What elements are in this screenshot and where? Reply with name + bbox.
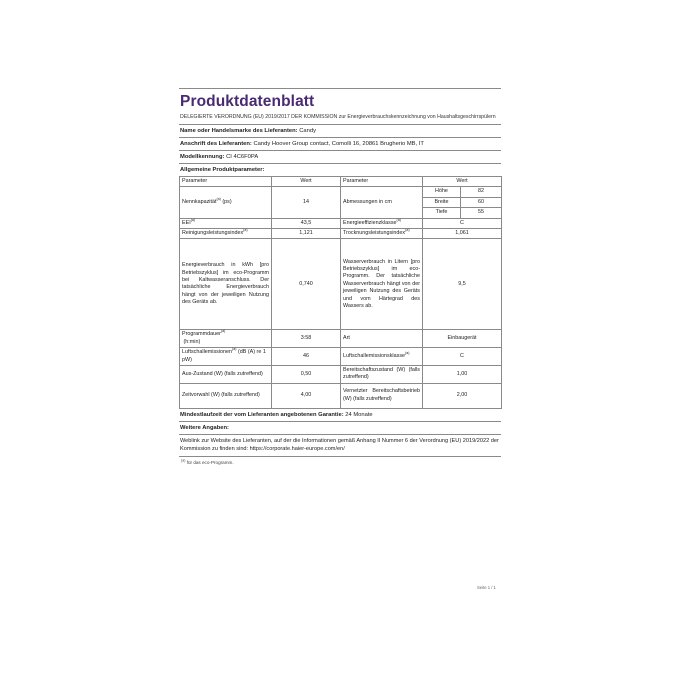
table-header-row xyxy=(180,177,502,187)
reinigung-label: Reinigungsleistungsindex xyxy=(182,230,244,237)
footnote-marker: (a) xyxy=(220,329,226,334)
footnote-marker: (a) xyxy=(405,228,410,233)
footnote-marker: (a) xyxy=(243,228,248,233)
table-row xyxy=(180,348,502,366)
table-row xyxy=(180,218,502,228)
guarantee-label: Mindestlaufzeit der vom Lieferanten angebotenen Garantie: xyxy=(180,411,344,418)
abmessungen-label: Abmessungen in cm xyxy=(341,187,423,218)
reinigung-cell xyxy=(180,229,272,239)
effizienzklasse-label: Energieeffizienzklasse xyxy=(343,219,397,226)
art-label: Art xyxy=(341,330,423,348)
header-wert: Wert xyxy=(272,177,341,187)
further-info-label: Weitere Angaben: xyxy=(180,424,229,431)
footnote xyxy=(181,460,501,465)
reinigung-value: 1,121 xyxy=(272,229,341,239)
aus-zustand-label: Aus-Zustand (W) (falls zutreffend) xyxy=(180,366,272,384)
luftschallklasse-label: Luftschallemissionsklasse xyxy=(343,352,406,359)
bereitschaft-label: Bereitschaftszustand (W) (falls zutreffend) xyxy=(341,366,423,384)
wasserverbrauch-value: 9,5 xyxy=(423,239,502,330)
header-parameter: Parameter xyxy=(180,177,272,187)
luftschall-cell xyxy=(180,348,272,366)
footnote-text: für das eco-Programm. xyxy=(186,460,234,466)
nennkapazitaet-label: Nennkapazität xyxy=(182,198,217,205)
programmdauer-label: Programmdauer xyxy=(182,331,221,338)
trocknung-label: Trocknungsleistungsindex xyxy=(343,230,406,237)
header-wert-2: Wert xyxy=(423,177,502,187)
table-row xyxy=(180,187,502,197)
trocknung-cell xyxy=(341,229,423,239)
aus-zustand-value: 0,50 xyxy=(272,366,341,384)
guarantee-value: 24 Monate xyxy=(345,411,373,418)
eei-value: 43,5 xyxy=(272,218,341,228)
programmdauer-cell xyxy=(180,330,272,348)
table-row xyxy=(180,229,502,239)
hoehe-label: Höhe xyxy=(423,187,461,197)
general-params-row xyxy=(179,164,501,176)
wasserverbrauch-label: Wasserverbrauch in Litern [pro Betriebszyklus] im eco-Programm. Der tatsächliche Wasserverbrauch hängt von der jeweiligen Nutzung des Geräts und vom Härtegrad des Wassers ab. xyxy=(341,239,423,330)
table-row xyxy=(180,366,502,384)
vernetzt-value: 2,00 xyxy=(423,383,502,408)
page-title: Produktdatenblatt xyxy=(180,93,315,110)
breite-label: Breite xyxy=(423,197,461,207)
luftschall-label: Luftschallemissionen xyxy=(182,349,233,356)
energieverbrauch-value: 0,740 xyxy=(272,239,341,330)
guarantee-row xyxy=(179,409,501,422)
model-row xyxy=(179,151,501,164)
tiefe-value: 55 xyxy=(461,208,502,218)
footnote-marker: (a) xyxy=(396,217,401,222)
hoehe-value: 82 xyxy=(461,187,502,197)
brand-row xyxy=(179,125,501,138)
bereitschaft-value: 1,00 xyxy=(423,366,502,384)
table-row xyxy=(180,239,502,330)
address-label: Anschrift des Lieferanten: xyxy=(180,141,252,147)
programmdauer-value: 3:58 xyxy=(272,330,341,348)
address-value: Candy Hoover Group contact, Comolli 16, 20861 Brugherio MB, IT xyxy=(253,141,424,147)
product-data-sheet xyxy=(179,88,501,465)
nennkapazitaet-value: 14 xyxy=(272,187,341,218)
model-value: CI 4C6F0PA xyxy=(226,154,259,160)
footnote-marker: (a) xyxy=(232,347,237,352)
effizienzklasse-value: C xyxy=(423,218,502,228)
art-value: Einbaugerät xyxy=(423,330,502,348)
luftschallklasse-cell xyxy=(341,348,423,366)
table-row xyxy=(180,383,502,408)
nennkapazitaet-cell xyxy=(180,187,272,218)
address-row xyxy=(179,138,501,151)
brand-label: Name oder Handelsmarke des Lieferanten: xyxy=(180,128,298,134)
zeitvorwahl-label: Zeitvorwahl (W) (falls zutreffend) xyxy=(180,383,272,408)
vernetzt-label: Vernetzter Bereitschaftsbetrieb (W) (falls zutreffend) xyxy=(341,383,423,408)
top-rule xyxy=(179,88,501,89)
tiefe-label: Tiefe xyxy=(423,208,461,218)
luftschall-unit: (dB (A) re 1 pW) xyxy=(182,349,266,363)
footnote-marker: (a) xyxy=(405,351,410,356)
trocknung-value: 1,061 xyxy=(423,229,502,239)
header-parameter-2: Parameter xyxy=(341,177,423,187)
parameter-table xyxy=(179,176,502,409)
luftschallklasse-value: C xyxy=(423,348,502,366)
further-info-row xyxy=(179,422,501,435)
energieverbrauch-label: Energieverbrauch in kWh [pro Betriebszyklus] im eco-Programm bei Kaltwasseranschluss. Der tatsächliche Energieverbrauch hängt von der jeweiligen Nutzung des Geräts ab. xyxy=(180,239,272,330)
programmdauer-unit: (h:min) xyxy=(183,338,201,345)
footnote-marker: (a) xyxy=(181,458,186,463)
general-params-label: Allgemeine Produktparameter: xyxy=(180,167,265,173)
brand-value: Candy xyxy=(299,128,316,134)
footnote-marker: (a) xyxy=(216,197,221,202)
regulation-subtitle: DELEGIERTE VERORDNUNG (EU) 2019/2017 DER KOMMISSION zur Energieverbrauchskennzeichnung von Haushaltsgeschirrspülern xyxy=(180,114,496,120)
footnote-marker: (a) xyxy=(190,217,196,222)
nennkapazitaet-unit: (ps) xyxy=(222,198,232,205)
eei-cell xyxy=(180,218,272,228)
model-label: Modellkennung: xyxy=(180,154,225,160)
page-number: Seite 1 / 1 xyxy=(477,585,496,590)
table-row xyxy=(180,330,502,348)
effizienzklasse-cell xyxy=(341,218,423,228)
luftschall-value: 46 xyxy=(272,348,341,366)
zeitvorwahl-value: 4,00 xyxy=(272,383,341,408)
eei-label: EEI xyxy=(182,219,191,226)
weblink-text: Weblink zur Website des Lieferanten, auf der die Informationen gemäß Anhang II Nummer 6 der Verordnung (EU) 2019/2022 der Kommission zu finden sind: https://corporate.haier-europe.com/en/ xyxy=(179,435,501,457)
breite-value: 60 xyxy=(461,197,502,207)
